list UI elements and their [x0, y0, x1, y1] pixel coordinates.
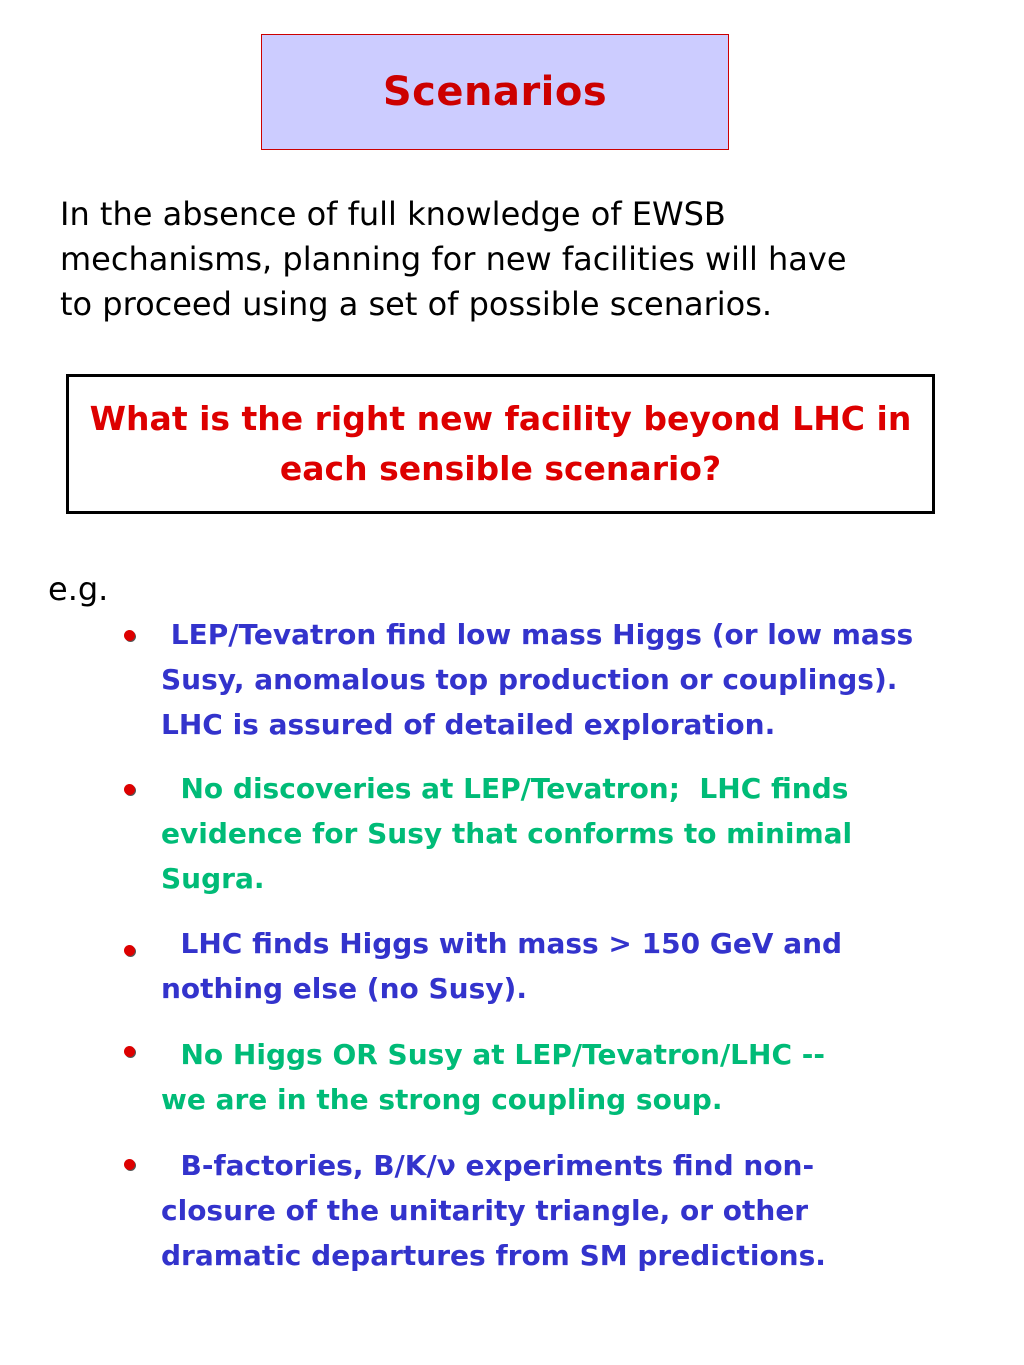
- bullet-dot-icon: [124, 1046, 135, 1057]
- bullet-dot-icon: [124, 945, 135, 956]
- bullet-text: No Higgs OR Susy at LEP/Tevatron/LHC -- we are in the strong coupling soup.: [161, 1038, 825, 1116]
- title-box: [261, 34, 729, 150]
- question-box: [66, 374, 935, 514]
- bullet-text: B-factories, B/K/ν experiments find non- closure of the unitarity triangle, or other dramatic departures from SM predictions.: [161, 1149, 826, 1272]
- eg-label: e.g.: [48, 570, 109, 608]
- slide-title: Scenarios: [382, 69, 608, 115]
- bullet-dot-icon: [124, 784, 135, 795]
- bullet-text: LEP/Tevatron find low mass Higgs (or low mass Susy, anomalous top production or couplings). LHC is assured of detailed exploration.: [161, 618, 914, 741]
- bullet-text: No discoveries at LEP/Tevatron; LHC finds evidence for Susy that conforms to minimal Sugra.: [161, 772, 853, 895]
- bullet-text: LHC finds Higgs with mass > 150 GeV and nothing else (no Susy).: [161, 927, 843, 1005]
- question-text: What is the right new facility beyond LHC in each sensible scenario?: [89, 399, 912, 488]
- intro-paragraph: In the absence of full knowledge of EWSB mechanisms, planning for new facilities will have to proceed using a set of possible scenarios.: [60, 195, 847, 323]
- bullet-dot-icon: [124, 1159, 135, 1170]
- bullet-dot-icon: [124, 630, 135, 641]
